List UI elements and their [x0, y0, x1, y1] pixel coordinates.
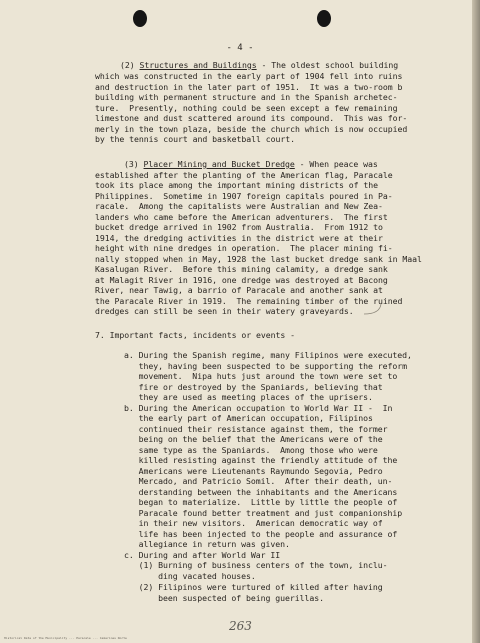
text-line: at Malagit River in 1916, one dredge was destroyed at Bacong [95, 274, 388, 285]
text-line: they, having been suspected to be supporting the reform [124, 360, 407, 371]
text-line: Paracale found better treatment and just companionship [124, 507, 403, 518]
text-line: same type as the Spaniards. Among those who were [124, 444, 378, 455]
text-line: landers who came before the American adventurers. The first [95, 211, 388, 222]
text-line: established after the planting of the American flag, Paracale [95, 169, 393, 180]
text-line: Americans were Lieutenants Raymundo Segovia, Pedro [124, 465, 383, 476]
page-edge-shadow [472, 0, 480, 643]
page-number: - 4 - [226, 43, 254, 53]
text-line: being on the belief that the Americans were of the [124, 434, 383, 444]
text-line: allegiance in return was given. [124, 539, 290, 549]
text-line: - When peace was [294, 159, 378, 169]
text-line: nally stopped when in May, 1928 the last bucket dredge sank in Maal [95, 253, 422, 264]
text-line: derstanding between the inhabitants and the Americans [124, 486, 398, 497]
text-line: building with permanent structure and in the Spanish archetec- [95, 92, 398, 102]
text-line: which was constructed in the early part of 1904 fell into ruins [95, 71, 403, 81]
text-line: they are used as meeting places of the uprisers. [124, 392, 373, 402]
text-line: - The oldest school building [256, 60, 399, 70]
text-line: continued their resistance against them, the former [124, 423, 388, 434]
text-line: merly in the town plaza, beside the church which is now occupied [95, 123, 408, 134]
handwritten-page-number: 263 [229, 619, 252, 633]
text-line: River, near Tawig, a barrio of Paracale and another sank at [95, 285, 383, 295]
text-line: ture. Presently, nothing could be seen except a few remaining [95, 102, 398, 113]
text-line: the early part of American occupation, Filipinos [124, 413, 373, 423]
text-line: in their new visitors. American democratic way of [124, 518, 383, 528]
text-line: killed resisting against the friendly attitude of the [124, 455, 398, 465]
text-line: began to materialize. Little by little the people of [124, 497, 398, 507]
text-line: took its place among the important mining districts of the [95, 180, 378, 190]
text-line: Philippines. Sometime in 1907 foreign capitals poured in Pa- [95, 190, 393, 201]
text-line: (1) Burning of business centers of the town, inclu- [124, 560, 388, 570]
section-heading: 7. Important facts, incidents or events - [95, 330, 296, 340]
text-line: height with nine dredges in operation. The placer mining fi- [95, 243, 393, 253]
text-line: the Paracale River in 1919. The remaining timber of the ruined [95, 295, 403, 306]
section-heading: Placer Mining and Bucket Dredge [143, 159, 295, 169]
text-line: a. During the Spanish regime, many Filipinos were executed, [124, 350, 412, 360]
text-line: Kasalugan River. Before this mining calamity, a dredge sank [95, 264, 388, 274]
binder-hole [133, 10, 147, 27]
text-line: movement. Nipa huts just around the town were set to [124, 371, 398, 381]
text-line: 1914, the dredging activities in the district were at their [95, 232, 383, 243]
binder-hole [317, 10, 331, 27]
text-line: by the tennis court and basketball court. [95, 134, 296, 144]
text-line: been suspected of being guerillas. [124, 592, 325, 603]
pencil-bracket-mark [362, 302, 384, 316]
text-line: and destruction in the later part of 1951. It was a two-room b [95, 81, 403, 92]
text-line: bucket dredge arrived in 1902 from Australia. From 1912 to [95, 222, 383, 232]
text-line: limestone and dust scattered around its compound. This was for- [95, 113, 408, 123]
section-placer-first-line [124, 159, 378, 170]
section-structures-first-line [120, 60, 398, 71]
section-heading: Structures and Buildings [139, 60, 257, 70]
text-line: racale. Among the capitalists were Australian and New Zea- [95, 201, 383, 211]
text-line: Mercado, and Patricio Somil. After their death, un- [124, 476, 393, 486]
text-line: fire or destroyed by the Spaniards, believing that [124, 381, 383, 392]
text-line: c. During and after World War II [124, 549, 281, 560]
section-lead: (3) [124, 159, 144, 169]
text-line: (2) Filipinos were turtured of killed after having [124, 582, 383, 592]
text-line: life has been injected to the people and assurance of [124, 528, 398, 539]
footer-caption: Historical Data of the Municipality ... Paracale ... Camarines Norte [4, 636, 127, 640]
text-line: dredges can still be seen in their watery graveyards. [95, 306, 354, 316]
section-lead: (2) [120, 60, 140, 70]
text-line: ding vacated houses. [124, 570, 256, 581]
text-line: b. During the American occupation to World War II - In [124, 402, 393, 413]
